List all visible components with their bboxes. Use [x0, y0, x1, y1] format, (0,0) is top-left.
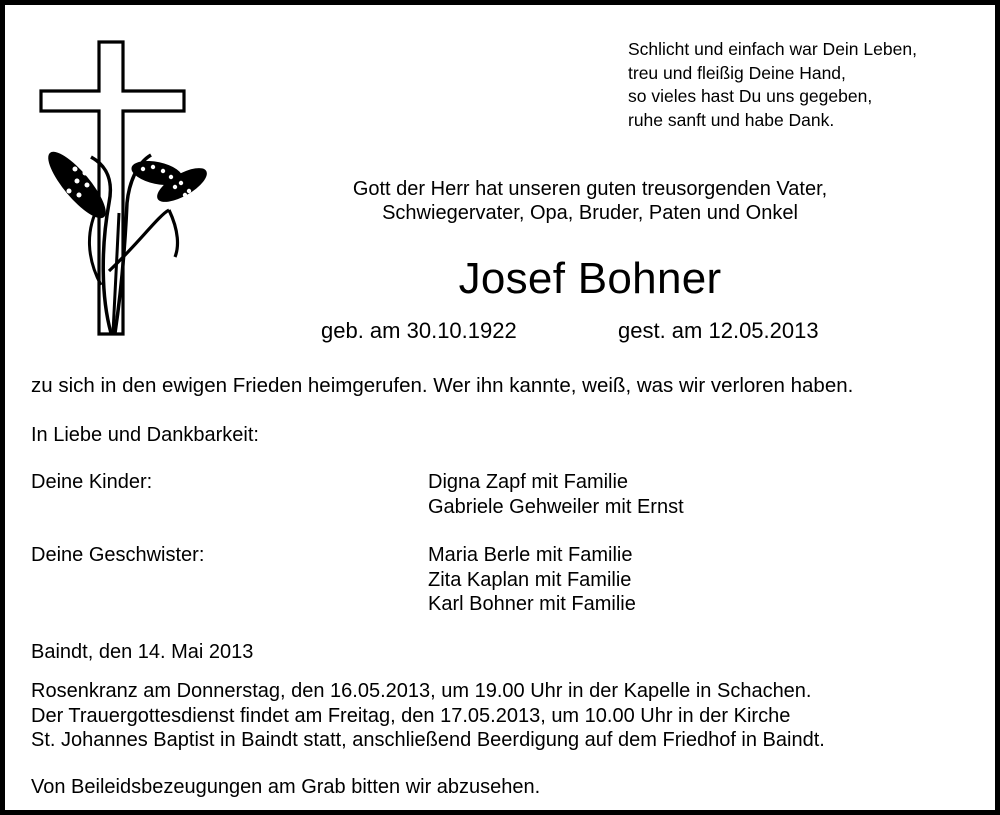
gratitude-line: In Liebe und Dankbarkeit: [31, 424, 259, 446]
mourner-name: Gabriele Gehweiler mit Ernst [428, 495, 684, 518]
siblings-names [428, 543, 636, 617]
poem-line: treu und fleißig Deine Hand, [628, 62, 846, 83]
mourner-name: Maria Berle mit Familie [428, 544, 633, 566]
cross-with-wheat-icon [29, 35, 209, 340]
siblings-label: Deine Geschwister: [31, 544, 205, 566]
intro-text [235, 177, 945, 225]
children-names [428, 470, 684, 519]
intro-line: Gott der Herr hat unseren guten treusorgenden Vater, [352, 178, 828, 200]
children-label: Deine Kinder: [31, 471, 153, 493]
poem-line: Schlicht und einfach war Dein Leben, [628, 39, 917, 59]
service-info [31, 679, 825, 753]
poem [628, 38, 917, 132]
mourner-name: Digna Zapf mit Familie [428, 471, 629, 493]
service-line: Der Trauergottesdienst findet am Freitag, den 17.05.2013, um 10.00 Uhr in der Kirche [31, 704, 791, 727]
deceased-name: Josef Bohner [458, 254, 722, 303]
mourner-name: Zita Kaplan mit Familie [428, 568, 632, 591]
service-line: St. Johannes Baptist in Baindt statt, anschließend Beerdigung auf dem Friedhof in Baindt. [31, 729, 825, 751]
mourner-name: Karl Bohner mit Familie [428, 593, 636, 615]
closing-note: Von Beileidsbezeugungen am Grab bitten wir abzusehen. [31, 776, 541, 798]
birth-date: geb. am 30.10.1922 [321, 318, 517, 343]
poem-line: so vieles hast Du uns gegeben, [628, 86, 873, 106]
main-text: zu sich in den ewigen Frieden heimgerufen. Wer ihn kannte, weiß, was wir verloren haben. [31, 374, 854, 397]
death-date: gest. am 12.05.2013 [618, 318, 819, 343]
service-line: Rosenkranz am Donnerstag, den 16.05.2013, um 19.00 Uhr in der Kapelle in Schachen. [31, 680, 812, 702]
poem-line: ruhe sanft und habe Dank. [628, 109, 835, 130]
intro-line: Schwiegervater, Opa, Bruder, Paten und Onkel [382, 202, 798, 224]
place-date: Baindt, den 14. Mai 2013 [31, 641, 254, 663]
